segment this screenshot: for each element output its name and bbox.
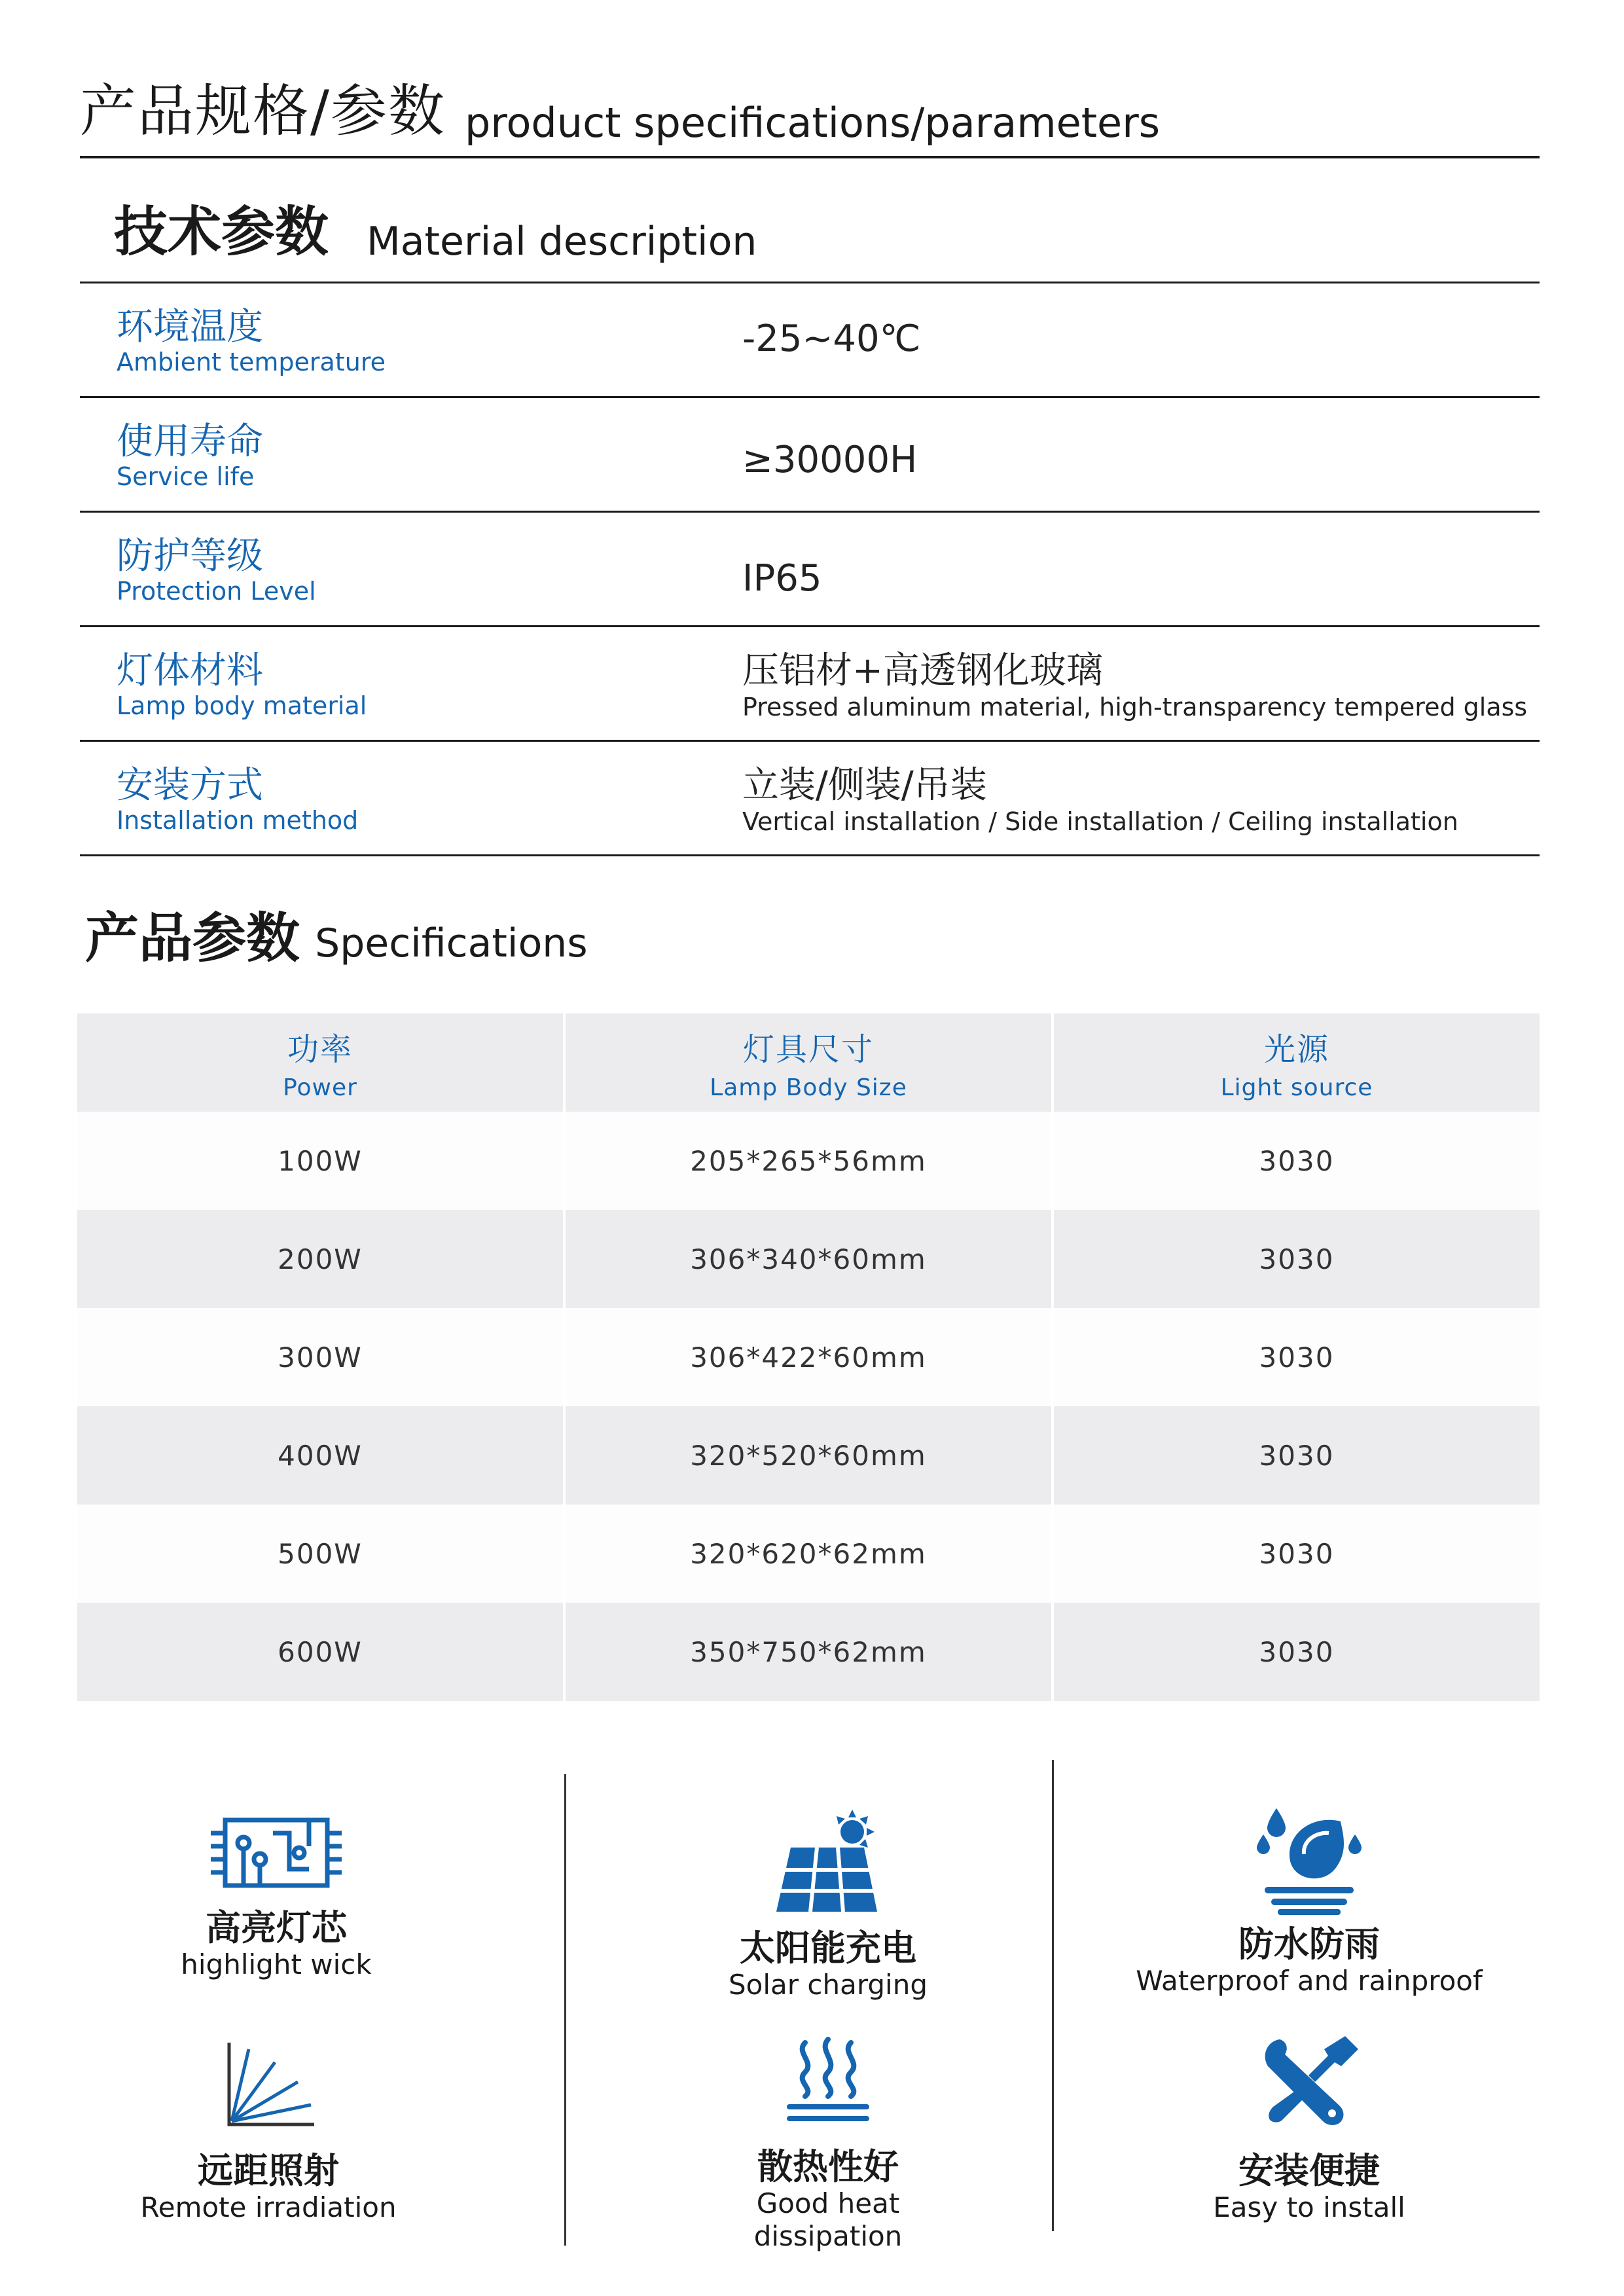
feature-easy-install: [1139, 2036, 1479, 2224]
material-section-title-en: Material description: [367, 219, 757, 264]
cell-light-source: 3030: [1054, 1112, 1540, 1210]
cell-power: 600W: [77, 1603, 563, 1701]
header-cell-power: [77, 1013, 563, 1112]
table-row: [77, 1210, 1540, 1308]
feature-title-zh: 散热性好: [757, 2146, 899, 2187]
feature-title-en: Waterproof and rainproof: [1136, 1965, 1483, 1997]
param-value: ≥30000H: [742, 439, 918, 481]
feature-waterproof: [1119, 1808, 1499, 1997]
heat-waves-icon: [681, 2036, 975, 2124]
light-beam-icon: [131, 2043, 406, 2131]
cell-size: 306*422*60mm: [566, 1308, 1051, 1406]
param-label-zh: 使用寿命: [117, 420, 263, 463]
cell-size: 306*340*60mm: [566, 1210, 1051, 1308]
material-section-header: [80, 190, 1540, 283]
header-en: Lamp Body Size: [710, 1074, 907, 1101]
feature-remote-irradiation: [131, 2043, 406, 2224]
cell-light-source: 3030: [1054, 1603, 1540, 1701]
spec-section-title-zh: 产品参数: [85, 907, 300, 970]
feature-title-en: Remote irradiation: [140, 2191, 397, 2224]
feature-divider-right: [1052, 1760, 1054, 2231]
param-value: -25~40℃: [742, 318, 921, 360]
param-label-zh: 环境温度: [117, 306, 263, 348]
cell-power: 500W: [77, 1504, 563, 1603]
header-zh: 功率: [287, 1031, 353, 1068]
feature-title-zh: 防水防雨: [1238, 1923, 1380, 1965]
param-label-en: Protection Level: [117, 577, 316, 606]
table-row: [77, 1112, 1540, 1210]
param-label-en: Service life: [117, 462, 255, 491]
solar-panel-icon: [681, 1807, 975, 1915]
feature-solar-charging: [681, 1807, 975, 2001]
param-value: IP65: [742, 557, 822, 600]
param-value-en: Pressed aluminum material, high-transparency tempered glass: [742, 693, 1528, 721]
cell-light-source: 3030: [1054, 1504, 1540, 1603]
table-row: [77, 1504, 1540, 1603]
feature-title-en: Solar charging: [729, 1969, 928, 2001]
circuit-chip-icon: [145, 1813, 407, 1892]
feature-title-en: highlight wick: [181, 1948, 372, 1981]
spec-section-title-en: Specifications: [315, 920, 588, 966]
param-label-zh: 安装方式: [117, 764, 263, 807]
cell-light-source: 3030: [1054, 1406, 1540, 1504]
feature-heat-dissipation: [681, 2036, 975, 2253]
header-zh: 光源: [1263, 1031, 1329, 1068]
cell-power: 400W: [77, 1406, 563, 1504]
feature-highlight-wick: [145, 1813, 407, 1981]
param-label-zh: 防护等级: [117, 535, 263, 577]
feature-title-en: Easy to install: [1213, 2191, 1405, 2224]
param-label-zh: 灯体材料: [117, 649, 263, 692]
header-cell-light-source: [1054, 1013, 1540, 1112]
feature-title-zh: 高亮灯芯: [206, 1907, 347, 1948]
feature-title-zh: 太阳能充电: [740, 1927, 916, 1969]
table-row: [77, 1603, 1540, 1701]
feature-title-zh: 远距照射: [198, 2150, 339, 2191]
feature-title-zh: 安装便捷: [1238, 2150, 1380, 2191]
spec-table: [77, 1013, 1540, 1701]
header-en: Power: [283, 1074, 357, 1101]
header-en: Light source: [1220, 1074, 1373, 1101]
param-value-zh: 压铝材+高透钢化玻璃: [742, 649, 1103, 692]
spec-section-header: [85, 896, 588, 972]
param-row-ambient-temperature: [80, 283, 1540, 398]
param-label-en: Ambient temperature: [117, 348, 386, 376]
param-value-en: Vertical installation / Side installation / Ceiling installation: [742, 807, 1458, 836]
cell-light-source: 3030: [1054, 1308, 1540, 1406]
param-row-lamp-body-material: [80, 627, 1540, 742]
feature-divider-left: [564, 1774, 566, 2246]
cell-size: 350*750*62mm: [566, 1603, 1051, 1701]
param-row-installation-method: [80, 742, 1540, 856]
cell-power: 100W: [77, 1112, 563, 1210]
header-zh: 灯具尺寸: [742, 1031, 874, 1068]
water-drops-icon: [1119, 1808, 1499, 1915]
page-title-zh: 产品规格/参数: [80, 79, 446, 144]
cell-power: 200W: [77, 1210, 563, 1308]
param-label-en: Lamp body material: [117, 691, 367, 720]
table-row: [77, 1308, 1540, 1406]
wrench-screwdriver-icon: [1139, 2036, 1479, 2131]
page-title: [80, 77, 1540, 158]
cell-size: 320*520*60mm: [566, 1406, 1051, 1504]
table-row: [77, 1406, 1540, 1504]
param-row-protection-level: [80, 513, 1540, 627]
material-section-title-zh: 技术参数: [114, 201, 329, 263]
param-row-service-life: [80, 398, 1540, 513]
param-label-en: Installation method: [117, 806, 359, 835]
header-cell-lamp-body-size: [566, 1013, 1051, 1112]
feature-title-en: Good heat dissipation: [753, 2187, 903, 2253]
spec-table-header: [77, 1013, 1540, 1112]
param-value-zh: 立装/侧装/吊装: [742, 764, 987, 807]
cell-light-source: 3030: [1054, 1210, 1540, 1308]
cell-power: 300W: [77, 1308, 563, 1406]
page-title-en: product specifications/parameters: [465, 99, 1160, 147]
cell-size: 320*620*62mm: [566, 1504, 1051, 1603]
cell-size: 205*265*56mm: [566, 1112, 1051, 1210]
